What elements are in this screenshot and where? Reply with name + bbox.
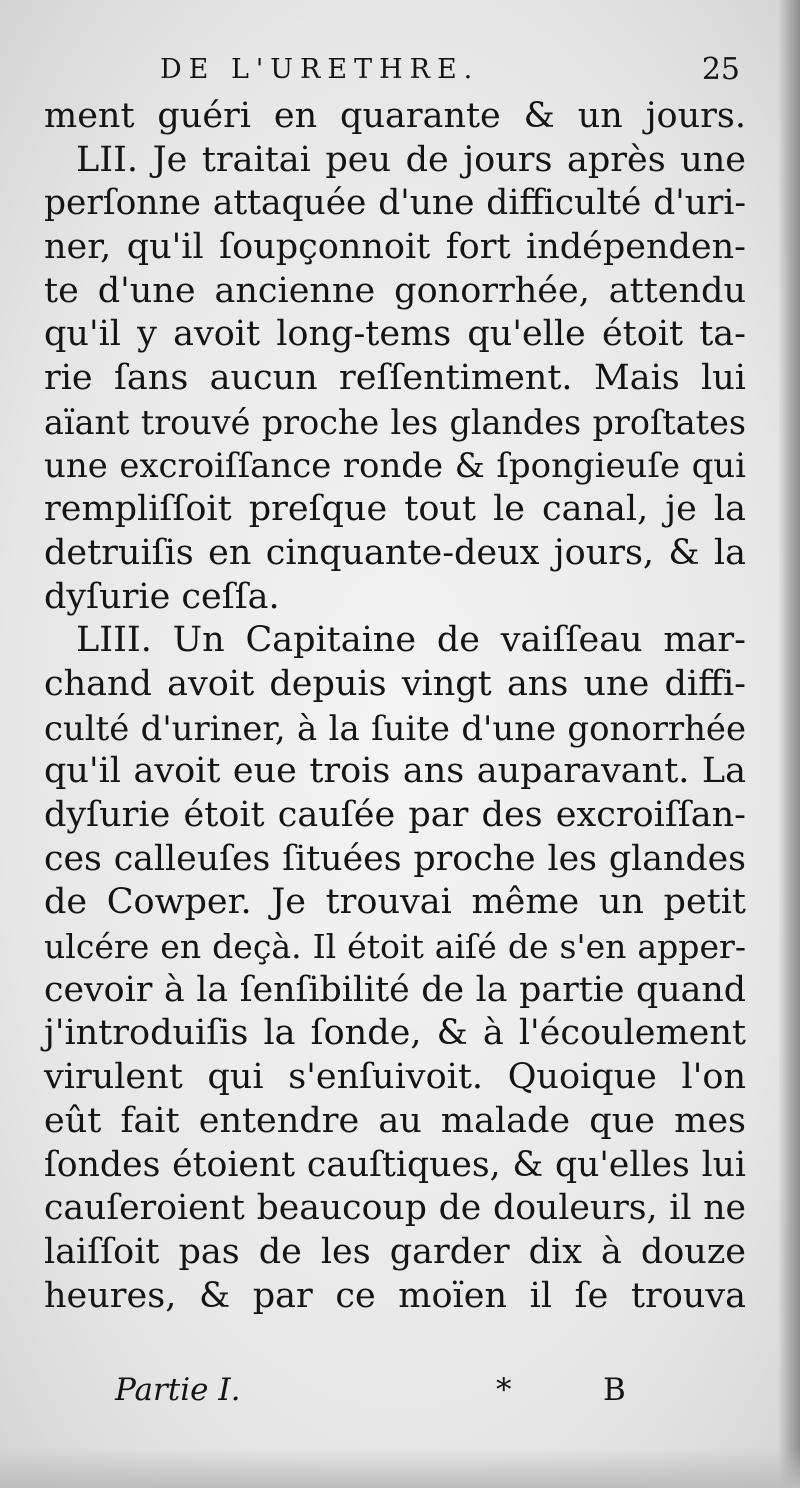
page-number: 25 [701,52,740,87]
text-line: rie ſans aucun reſſentiment. Mais lui [44,358,746,399]
text-line: cevoir à la ſenſibilité de la partie quand [44,969,746,1010]
text-line: de Cowper. Je trouvai même un petit [44,882,746,923]
text-line: ces calleuſes ſituées proche les glandes [44,838,746,879]
body-text [44,95,746,1318]
text-line: virulent qui s'enſuivoit. Quoique l'on [44,1057,746,1098]
page-edge-shadow [778,0,800,1488]
text-line: j'introduiſis la ſonde, & à l'écoulement [44,1013,746,1054]
signature-letter: B [603,1372,626,1408]
text-line: cauſeroient beaucoup de douleurs, il ne [44,1188,746,1229]
text-line: LIII. Un Capitaine de vaiſſeau mar- [76,620,746,661]
part-label: Partie I. [115,1372,241,1408]
page-footer [115,1372,635,1416]
text-line: dyſurie étoit cauſée par des excroiſſan- [44,795,746,835]
text-line: perſonne attaquée d'une difficulté d'uri- [44,183,746,224]
text-line: qu'il avoit eue trois ans auparavant. La [44,751,746,792]
text-line: LII. Je traitai peu de jours après une [76,139,746,180]
page-bottom-shadow [0,1448,800,1488]
text-line: eût fait entendre au malade que mes [44,1100,746,1141]
text-line: laiſſoit pas de les garder dix à douze [44,1231,746,1272]
text-line: aïant trouvé proche les glandes proſtates [44,402,746,442]
text-line: qu'il y avoit long-tems qu'elle étoit ta- [44,314,746,355]
text-line: rempliſſoit preſque tout le canal, je la [44,489,746,530]
signature-mark: * [496,1372,512,1408]
text-line: ment guéri en quarante & un jours. [44,96,746,136]
page-header [160,54,740,98]
text-line: culté d'uriner, à la ſuite d'une gonorrhée [44,708,746,748]
text-line: une excroiſſance ronde & ſpongieuſe qui [44,446,746,486]
text-line: heures, & par ce moïen il ſe trouva [44,1275,746,1316]
running-title: DE L'URETHRE. [160,54,480,85]
text-line: te d'une ancienne gonorrhée, attendu [44,270,746,311]
text-line: ulcére en deçà. Il étoit aiſé de s'en apper- [44,927,746,967]
text-line: detruiſis en cinquante-deux jours, & la [44,532,746,573]
text-line: chand avoit depuis vingt ans une diffi- [44,663,746,704]
text-line: ner, qu'il ſoupçonnoit fort indépenden- [44,227,746,268]
text-line: ſondes étoient cauſtiques, & qu'elles lui [44,1144,746,1185]
text-line: dyſurie ceſſa. [44,576,280,617]
